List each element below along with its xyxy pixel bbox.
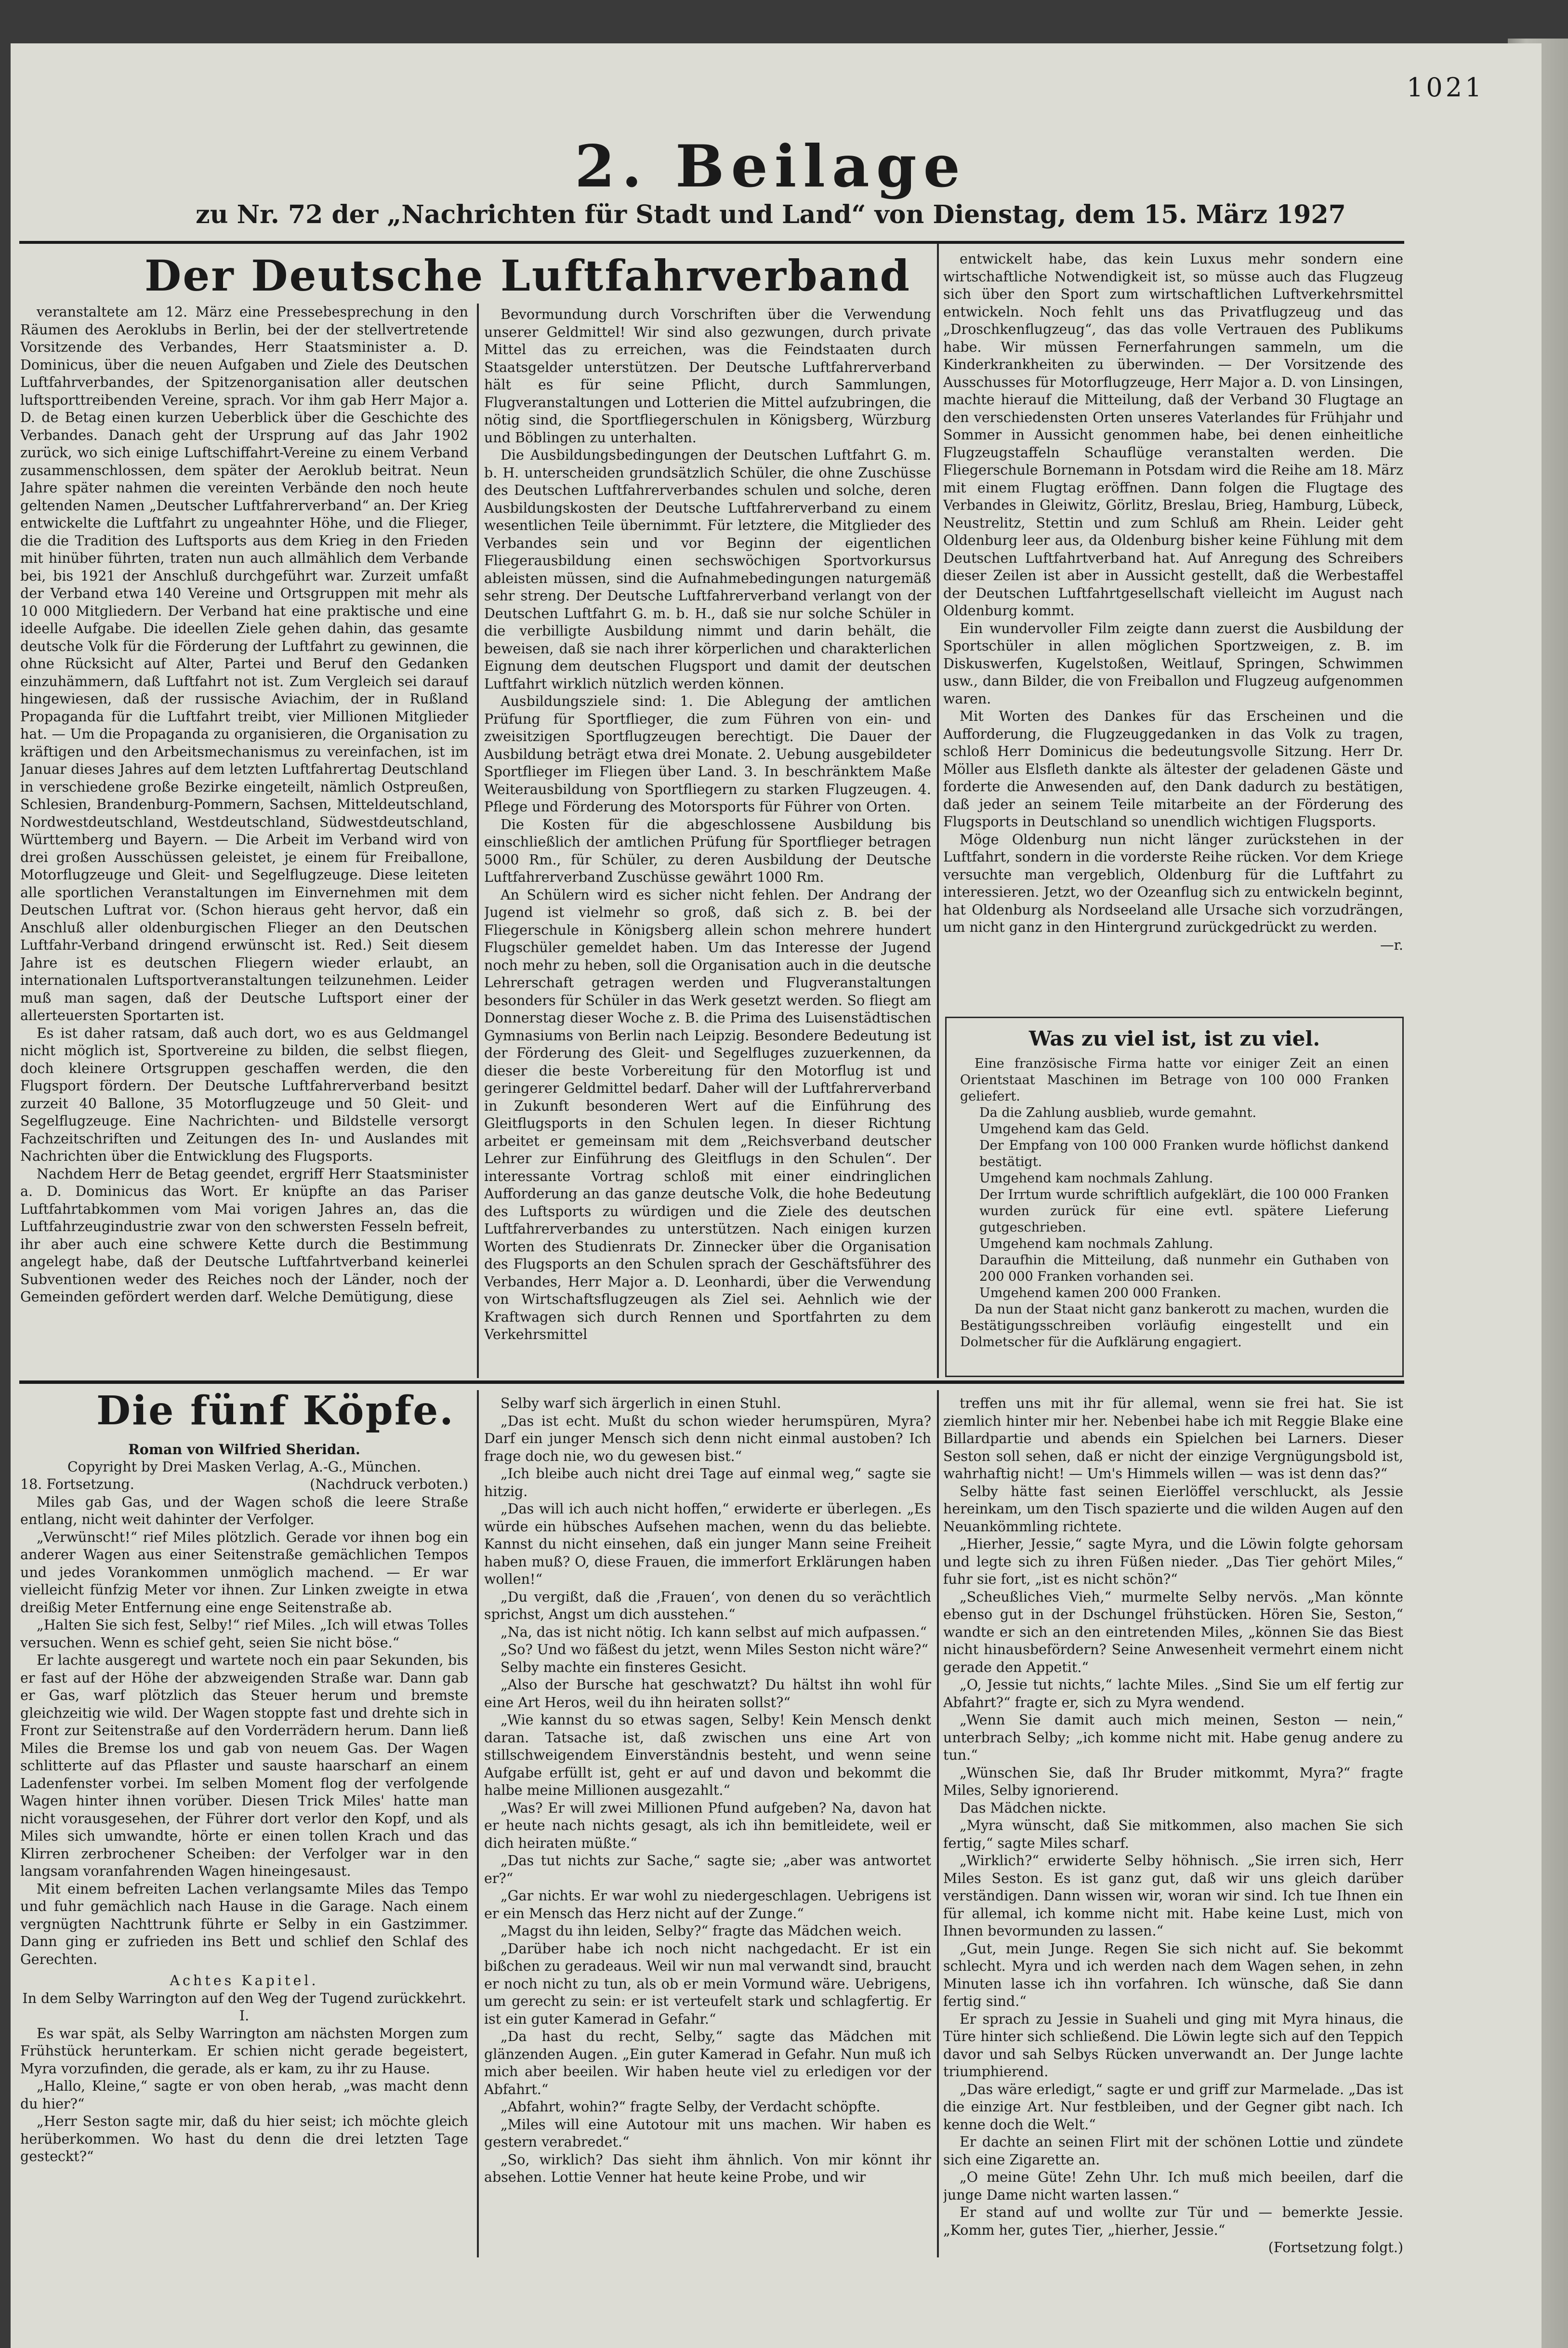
- paragraph: „Halten Sie sich fest, Selby!“ rief Miles. „Ich will etwas Tolles versuchen. Wenn es schief geht, seien Sie nicht böse.“: [20, 1617, 468, 1651]
- paragraph: „Myra wünscht, daß Sie mitkommen, also machen Sie sich fertig,“ sagte Miles scharf.: [943, 1817, 1403, 1851]
- paragraph: Es war spät, als Selby Warrington am nächsten Morgen zum Frühstück herunterkam. Er schien nicht gerade begeistert, Myra vorzufinden, die gerade, als er kam, zu ihr zu Hause.: [20, 2025, 468, 2077]
- chapter-heading: Achtes Kapitel.: [170, 1973, 319, 1989]
- paragraph: Die Kosten für die abgeschlossene Ausbildung bis einschließlich der amtlichen Prüfung für Sportflieger betragen 5000 Rm., für Schüler, zu deren Ausbildung der Deutsche Luftfahrerverband Zuschüsse gewährt 1000 Rm.: [484, 816, 931, 885]
- continuation-note: (Fortsetzung folgt.): [1268, 2240, 1403, 2255]
- novel-subtitle: Roman von Wilfried Sheridan.: [128, 1441, 360, 1458]
- installment-line: [20, 1476, 468, 1494]
- column-divider: [477, 304, 479, 1378]
- paragraph: Er lachte ausgeregt und wartete noch ein paar Sekunden, bis er fast auf der Höhe der abzweigenden Straße war. Dann gab er Gas, warf plötzlich das Steuer herum und bremste gleichzeitig wie wild. Der Wagen stoppte fast und drehte sich in Front zur Seitenstraße auf den Vorderrädern herum. Dann ließ Miles die Bremse los und gab von neuem Gas. Der Wagen schlitterte auf das Pflaster und sauste haarscharf an einem Ladenfenster vorbei. Im selben Moment flog der verfolgende Wagen hinter ihnen vorüber. Diesen Trick Miles' hatte man nicht vorausgesehen, der Führer dort verlor den Kopf, und als Miles sich umwandte, hörte er einen tollen Krach und das Klirren zerbrochener Scheiben: der Verfolger war in den langsam voranfahrenden Wagen hineingesaust.: [20, 1652, 468, 1879]
- paragraph: Der Irrtum wurde schriftlich aufgeklärt, die 100 000 Franken wurden zurück für eine evtl. spätere Lieferung gutgeschrieben.: [979, 1187, 1389, 1235]
- paragraph: Selby warf sich ärgerlich in einen Stuhl.: [501, 1395, 781, 1411]
- paragraph: „Scheußliches Vieh,“ murmelte Selby nervös. „Man könnte ebenso gut in der Dschungel frühstücken. Hören Sie, Seston,“ wandte er sich an den eintretenden Miles, „können Sie das Biest nicht hinausbefördern? Seine Anwesenheit vermehrt einem nicht gerade den Appetit.“: [943, 1589, 1403, 1675]
- paragraph: „Darüber habe ich noch nicht nachgedacht. Er ist ein bißchen zu geradeaus. Weil wir nun mal verwandt sind, braucht er noch nicht zu tun, als ob er mein Vormund wäre. Uebrigens, um gerecht zu sein: er ist verteufelt stark und schlagfertig. Er ist ein guter Kamerad in Gefahr.“: [484, 1940, 931, 2027]
- paragraph: Die Ausbildungsbedingungen der Deutschen Luftfahrt G. m. b. H. unterscheiden grundsätzlich Schüler, die ohne Zuschüsse des Deutschen Luftfahrerverbandes schulen und solche, deren Ausbildungskosten der Deutsche Luftfahrerverband zu einem wesentlichen Teile übernimmt. Für letztere, die Mitglieder des Verbandes sein und vor Beginn der eigentlichen Fliegerausbildung einen sechswöchigen Sportvorkursus ableisten müssen, sind die Aufnahmebedingungen naturgemäß sehr streng. Der Deutsche Luftfahrerverband verlangt von der Deutschen Luftfahrt G. m. b. H., daß sie nur solche Schüler in die verbilligte Ausbildung nimmt und darin behält, die beweisen, daß sie nach ihrer körperlichen und charakterlichen Eignung dem deutschen Flugsport und damit der deutschen Luftfahrt wirklich nützlich werden können.: [484, 447, 931, 692]
- paragraph: Daraufhin die Mitteilung, daß nunmehr ein Guthaben von 200 000 Franken vorhanden sei.: [979, 1253, 1389, 1284]
- paragraph: Umgehend kam das Geld.: [979, 1122, 1149, 1137]
- column-divider: [477, 1390, 479, 2257]
- paragraph: „Das tut nichts zur Sache,“ sagte sie; „aber was antwortet er?“: [484, 1853, 931, 1886]
- page-number: 1021: [1407, 72, 1485, 103]
- paragraph: „Was? Er will zwei Millionen Pfund aufgeben? Na, davon hat er heute nach nichts gesagt, als ich ihn bemitleidete, weil er dich heiraten müßte.“: [484, 1800, 931, 1851]
- novel-column-2: [484, 1395, 931, 2257]
- chapter-subheading: In dem Selby Warrington auf den Weg der Tugend zurückkehrt.: [22, 1990, 466, 2006]
- paragraph: Miles gab Gas, und der Wagen schoß die leere Straße entlang, nicht weit dahinter der Verfolger.: [20, 1494, 468, 1527]
- short-article-title: Was zu viel ist, ist zu viel.: [1028, 1027, 1320, 1050]
- section-rule: [19, 1380, 1404, 1384]
- paragraph: „Herr Seston sagte mir, daß du hier seist; ich möchte gleich herüberkommen. Wo hast du denn die drei letzten Tage gesteckt?“: [20, 2113, 468, 2164]
- article-headline: Der Deutsche Luftfahrverband: [145, 251, 911, 301]
- paragraph: „Das wäre erledigt,“ sagte er und griff zur Marmelade. „Das ist die einzige Art. Nur festbleiben, und der Gegner gibt nach. Ich kenne doch die Welt.“: [943, 2081, 1403, 2133]
- novel-title: Die fünf Köpfe.: [96, 1388, 455, 1434]
- article-column-1: [20, 304, 468, 1376]
- paragraph: Eine französische Firma hatte vor einiger Zeit an einen Orientstaat Maschinen im Betrage von 100 000 Franken geliefert.: [960, 1056, 1389, 1104]
- column-divider: [937, 1390, 939, 2257]
- paragraph: „Gar nichts. Er war wohl zu niedergeschlagen. Uebrigens ist er ein Mensch das Herz nicht auf der Zunge.“: [484, 1888, 931, 1922]
- paragraph: Nachdem Herr de Betag geendet, ergriff Herr Staatsminister a. D. Dominicus das Wort. Er knüpfte an das Pariser Luftfahrtabkommen vom Mai vorigen Jahres an, das die Luftfahrzeugindustrie zwar von den schwersten Fesseln befreit, ihr aber auch eine schwere Kette durch die Bestimmung angelegt habe, daß der Deutsche Luftfahrtverband keinerlei Subventionen weder des Reiches noch der Länder, noch der Gemeinden gefördert werden darf. Welche Demütigung, diese: [20, 1166, 468, 1305]
- paragraph: Er dachte an seinen Flirt mit der schönen Lottie und zündete sich eine Zigarette an.: [943, 2134, 1403, 2168]
- paragraph: „Also der Bursche hat geschwatzt? Du hältst ihn wohl für eine Art Heros, weil du ihn heiraten sollst?“: [484, 1677, 931, 1711]
- paragraph: Umgehend kam nochmals Zahlung.: [979, 1236, 1213, 1251]
- paragraph: „Hallo, Kleine,“ sagte er von oben herab, „was macht denn du hier?“: [20, 2078, 468, 2112]
- paragraph: „Wünschen Sie, daß Ihr Bruder mitkommt, Myra?“ fragte Miles, Selby ignorierend.: [943, 1764, 1403, 1798]
- novel-column-3: [943, 1395, 1403, 2257]
- paragraph: „Na, das ist nicht nötig. Ich kann selbst auf mich aufpassen.“: [501, 1624, 927, 1640]
- short-article-box: [945, 1017, 1404, 1377]
- paragraph: Selby machte ein finsteres Gesicht.: [501, 1659, 747, 1675]
- paragraph: Ein wundervoller Film zeigte dann zuerst die Ausbildung der Sportschüler in allen möglichen Sportzweigen, z. B. im Diskuswerfen, Kugelstoßen, Weitlauf, Springen, Schwimmen usw., dann Bilder, die von Freiballon und Flugzeug aufgenommen waren.: [943, 620, 1403, 707]
- top-rule: [19, 241, 1404, 244]
- paragraph: entwickelt habe, das kein Luxus mehr sondern eine wirtschaftliche Notwendigkeit ist, so müsse auch das Flugzeug sich über den Sport zum wirtschaftlichen Luftverkehrsmittel entwickeln. Noch fehlt uns das Privatflugzeug und das „Droschkenflugzeug“, das das volle Vertrauen des Publikums habe. Wir müssen Fernerfahrungen sammeln, um die Kinderkrankheiten zu überwinden. — Der Vorsitzende des Ausschusses für Motorflugzeuge, Herr Major a. D. von Linsingen, machte hierauf die Mitteilung, daß der Verband 30 Flugtage an den verschiedensten Orten unseres Vaterlandes für Frühjahr und Sommer in Aussicht genommen habe, bei denen einheitliche Flugzeugstaffeln Schauflüge veranstalten werden. Die Fliegerschule Bornemann in Potsdam wird die Reihe am 18. März mit einem Flugtag eröffnen. Dann folgen die Flugtage des Verbandes in Gleiwitz, Görlitz, Breslau, Brieg, Hamburg, Lübeck, Neustrelitz, Stettin und zum Schluß am Rhein. Leider geht Oldenburg leer aus, da Oldenburg bisher keine Fühlung mit dem Deutschen Luftfahrtverband hat. Auf Anregung des Schreibers dieser Zeilen ist aber in Aussicht gestellt, daß die Werbestaffel der Deutschen Luftfahrtgesellschaft vielleicht im August nach Oldenburg kommt.: [943, 251, 1403, 619]
- paragraph: Umgehend kamen 200 000 Franken.: [979, 1286, 1221, 1300]
- section-number: I.: [239, 2008, 250, 2024]
- paragraph: „Hierher, Jessie,“ sagte Myra, und die Löwin folgte gehorsam und legte sich zu ihren Füßen nieder. „Das Tier gehört Miles,“ fuhr sie fort, „ist es nicht schön?“: [943, 1536, 1403, 1587]
- paragraph: Mit Worten des Dankes für das Erscheinen und die Aufforderung, die Flugzeuggedanken in das Volk zu tragen, schloß Herr Dominicus die bedeutungsvolle Sitzung. Herr Dr. Möller aus Elsfleth dankte als ältester der geladenen Gäste und forderte die Anwesenden auf, den Dank dadurch zu bestätigen, daß jeder an seinem Teile mitarbeite an der Förderung des Flugsports in Deutschland so unendlich wichtigen Flugsports.: [943, 708, 1403, 830]
- paragraph: Bevormundung durch Vorschriften über die Verwendung unserer Geldmittel! Wir sind also gezwungen, durch private Mittel das zu erreichen, was die Feindstaaten durch Staatsgelder unterstützen. Der Deutsche Luftfahrerverband hält es für seine Pflicht, durch Sammlungen, Flugveranstaltungen und Lotterien die Mittel aufzubringen, die nötig sind, die Sportfliegerschulen in Königsberg, Würzburg und Böblingen zu unterhalten.: [484, 306, 931, 446]
- paragraph: Ausbildungsziele sind: 1. Die Ablegung der amtlichen Prüfung für Sportflieger, die zum Führen von ein- und zweisitzigen Sportflugzeugen berechtigt. Die Dauer der Ausbildung beträgt etwa drei Monate. 2. Uebung ausgebildeter Sportflieger im Fliegen über Land. 3. In beschränktem Maße Weiterausbildung von Sportfliegern zu starken Flugzeugen. 4. Pflege und Förderung des Motorsports für Führer von Orten.: [484, 693, 931, 815]
- paragraph: „So, wirklich? Das sieht ihm ähnlich. Von mir könnt ihr absehen. Lottie Venner hat heute keine Probe, und wir: [484, 2151, 931, 2185]
- paragraph: „Wie kannst du so etwas sagen, Selby! Kein Mensch denkt daran. Tatsache ist, daß zwischen uns eine Art von stillschweigendem Einverständnis besteht, und wenn seine Aufgabe erfüllt ist, geht er auf und davon und bekommt die halbe meine Millionen ausgezahlt.“: [484, 1712, 931, 1798]
- paragraph: Umgehend kam nochmals Zahlung.: [979, 1171, 1213, 1186]
- supplement-subtitle: zu Nr. 72 der „Nachrichten für Stadt und Land“ von Dienstag, dem 15. März 1927: [196, 200, 1346, 229]
- article-column-2: [484, 306, 931, 1376]
- paragraph: Da die Zahlung ausblieb, wurde gemahnt.: [979, 1105, 1257, 1120]
- paragraph: Es ist daher ratsam, daß auch dort, wo es aus Geldmangel nicht möglich ist, Sportvereine zu bilden, die selbst fliegen, doch kleinere Ortsgruppen geschaffen werden, die den Flugsport fördern. Der Deutsche Luftfahrerverband besitzt zurzeit 40 Ballone, 35 Motorflugzeuge und 50 Gleit- und Segelflugzeuge. Eine Nachrichten- und Bildstelle versorgt Fachzeitschriften und Zeitungen des In- und Auslandes mit Nachrichten über die Entwicklung des Flugsports.: [20, 1025, 468, 1164]
- supplement-title: 2. Beilage: [574, 133, 967, 200]
- paragraph: „Da hast du recht, Selby,“ sagte das Mädchen mit glänzenden Augen. „Ein guter Kamerad in Gefahr. Nun muß ich mich aber beeilen. Wir haben heute viel zu erledigen vor der Abfahrt.“: [484, 2029, 931, 2097]
- paragraph: Das Mädchen nickte.: [960, 1800, 1107, 1816]
- paragraph: Der Empfang von 100 000 Franken wurde höflichst dankend bestätigt.: [979, 1138, 1389, 1169]
- paragraph: „Wirklich?“ erwiderte Selby höhnisch. „Sie irren sich, Herr Miles Seston. Es ist ganz gut, daß wir uns gleich darüber verständigen. Dann wissen wir, woran wir sind. Ich tue Ihnen ein für allemal, ich komme nicht mit. Habe keine Lust, mich von Ihnen bevormunden zu lassen.“: [943, 1853, 1403, 1939]
- reprint-notice: (Nachdruck verboten.): [310, 1476, 468, 1492]
- paragraph: „Miles will eine Autotour mit uns machen. Wir haben es gestern verabredet.“: [484, 2116, 931, 2150]
- paragraph: Er stand auf und wollte zur Tür und — bemerkte Jessie. „Komm her, gutes Tier, „hierher, Jessie.“: [943, 2204, 1403, 2238]
- article-column-3: [943, 251, 1403, 1002]
- copyright-line: Copyright by Drei Masken Verlag, A.-G., München.: [67, 1459, 422, 1475]
- paragraph: „Wenn Sie damit auch mich meinen, Seston — nein,“ unterbrach Selby; „ich komme nicht mit. Habe genug andere zu tun.“: [943, 1712, 1403, 1763]
- paragraph: „Ich bleibe auch nicht drei Tage auf einmal weg,“ sagte sie hitzig.: [484, 1466, 931, 1499]
- paragraph: veranstaltete am 12. März eine Pressebesprechung in den Räumen des Aeroklubs in Berlin, bei der der stellvertretende Vorsitzende des Verbandes, Herr Staatsminister a. D. Dominicus, über die neuen Aufgaben und Ziele des Deutschen Luftfahrverbandes, der Spitzenorganisation aller deutschen luftsporttreibenden Vereine, sprach. Vor ihm gab Herr Major a. D. de Betag einen kurzen Ueberblick über die Geschichte des Verbandes. Danach geht der Ursprung auf das Jahr 1902 zurück, wo sich einige Luftschiffahrt-Vereine zu einem Verband zusammenschlossen, dem später der Aeroklub beitrat. Neun Jahre später nahmen die vereinten Verbände den noch heute geltenden Namen „Deutscher Luftfahrerverband“ an. Der Krieg entwickelte die Luftfahrt zu ungeahnter Höhe, und die Flieger, die die Tradition des Luftsports aus dem Krieg in den Frieden mit hinüber führten, traten nun auch allmählich dem Verbande bei, bis 1921 der Anschluß durchgeführt war. Zurzeit umfaßt der Verband etwa 140 Vereine und Ortsgruppen mit mehr als 10 000 Mitgliedern. Der Verband hat eine praktische und eine ideelle Aufgabe. Die ideellen Ziele gehen dahin, das gesamte deutsche Volk für die Förderung der Luftfahrt zu gewinnen, die ohne Rücksicht auf Alter, Partei und Beruf den Gedanken einzuhämmern, daß Luftfahrt not ist. Zum Vergleich sei darauf hingewiesen, daß der russische Aviachim, der in Rußland Propaganda für die Luftfahrt treibt, vier Millionen Mitglieder hat. — Um die Propaganda zu organisieren, die Organisation zu kräftigen und den Arbeitsmechanismus zu vereinfachen, ist im Januar dieses Jahres auf dem letzten Luftfahrertag Deutschland in verschiedene große Bezirke eingeteilt, nämlich Ostpreußen, Schlesien, Brandenburg-Pommern, Sachsen, Mitteldeutschland, Nordwestdeutschland, Westdeutschland, Südwestdeutschland, Württemberg und Bayern. — Die Arbeit im Verband wird von drei großen Ausschüssen geleistet, je einem für Freiballone, Motorflugzeuge und Gleit- und Segelflugzeuge. Diese leiteten alle sportlichen Veranstaltungen im Einvernehmen mit dem Deutschen Luftrat vor. (Schon hieraus geht hervor, daß ein Anschluß aller oldenburgischen Flieger an den Deutschen Luftfahr-Verband dringend erwünscht ist. Red.) Seit diesem Jahre ist es deutschen Fliegern wieder erlaubt, an internationalen Luftsportveranstaltungen teilzunehmen. Leider muß man sagen, daß der Deutsche Luftsport einer der allerteuersten Sportarten ist.: [20, 304, 468, 1023]
- paragraph: „Abfahrt, wohin?“ fragte Selby, der Verdacht schöpfte.: [501, 2099, 881, 2115]
- paragraph: Da nun der Staat nicht ganz bankerott zu machen, wurden die Bestätigungsschreiben vorläufig eingestellt und ein Dolmetscher für die Aufklärung engagiert.: [960, 1302, 1389, 1350]
- paragraph: „Gut, mein Junge. Regen Sie sich nicht auf. Sie bekommt schlecht. Myra und ich werden nach dem Wagen sehen, in zehn Minuten lasse ich ihn vorfahren. Ich wünsche, daß Sie dann fertig sind.“: [943, 1940, 1403, 2009]
- paragraph: Selby hätte fast seinen Eierlöffel verschluckt, als Jessie hereinkam, um den Tisch spazierte und die wilden Augen auf den Neuankömmling richtete.: [943, 1483, 1403, 1535]
- paragraph: Mit einem befreiten Lachen verlangsamte Miles das Tempo und fuhr gemächlich nach Hause in die Garage. Nach einem vergnügten Nachttrunk führte er Selby in ein Gastzimmer. Dann ging er zufrieden ins Bett und schlief den Schlaf des Gerechten.: [20, 1881, 468, 1967]
- paragraph: „Das ist echt. Mußt du schon wieder herumspüren, Myra? Darf ein junger Mensch sich denn nicht einmal austoben? Ich frage doch nie, wo du gewesen bist.“: [484, 1413, 931, 1464]
- paragraph: „So? Und wo fäßest du jetzt, wenn Miles Seston nicht wäre?“: [501, 1642, 929, 1658]
- paragraph: „Magst du ihn leiden, Selby?“ fragte das Mädchen weich.: [501, 1923, 902, 1939]
- paragraph: Möge Oldenburg nun nicht länger zurückstehen in der Luftfahrt, sondern in die vorderste Reihe rücken. Vor dem Kriege versuchte man vergeblich, Oldenburg für die Luftfahrt zu interessieren. Jetzt, wo der Ozeanflug sich zu entwickeln beginnt, hat Oldenburg als Nordseeland alle Ursache sich vorzudrängen, um nicht ganz in den Hintergrund zurückgedrückt zu werden.: [943, 831, 1403, 935]
- paragraph: „Du vergißt, daß die ‚Frauen‘, von denen du so verächtlich sprichst, Angst um dich ausstehen.“: [484, 1589, 931, 1622]
- paragraph: treffen uns mit ihr für allemal, wenn sie frei hat. Sie ist ziemlich hinter mir her. Nebenbei habe ich mit Reggie Blake eine Billardpartie und abends ein Spielchen bei Larners. Dieser Seston soll sehen, daß er nicht der einzige Vergnügungsbold ist, wahrhaftig nicht! — Um's Himmels willen — was ist denn das?“: [943, 1395, 1403, 1482]
- paragraph: „O meine Güte! Zehn Uhr. Ich muß mich beeilen, darf die junge Dame nicht warten lassen.“: [943, 2169, 1403, 2203]
- author-signature: —r.: [1380, 937, 1403, 953]
- paragraph: Er sprach zu Jessie in Suaheli und ging mit Myra hinaus, die Türe hinter sich schließend. Die Löwin legte sich auf den Teppich davor und sah Selbys Rücken unverwandt an. Der Junge lachte triumphierend.: [943, 2011, 1403, 2080]
- paragraph: „O, Jessie tut nichts,“ lachte Miles. „Sind Sie um elf fertig zur Abfahrt?“ fragte er, sich zu Myra wendend.: [943, 1677, 1403, 1711]
- novel-column-1: [20, 1441, 468, 2260]
- paragraph: „Das will ich auch nicht hoffen,“ erwiderte er überlegen. „Es würde ein hübsches Aufsehen machen, wenn du das beliebte. Kannst du nicht einsehen, daß ein junger Mann seine Freiheit haben muß? O, diese Frauen, die immerfort Erklärungen haben wollen!“: [484, 1501, 931, 1587]
- paragraph: An Schülern wird es sicher nicht fehlen. Der Andrang der Jugend ist vielmehr so groß, daß sich z. B. bei der Fliegerschule in Königsberg allein schon mehrere hundert Flugschüler gemeldet haben. Um das Interesse der Jugend noch mehr zu heben, soll die Organisation auch in die deutsche Lehrerschaft getragen werden und Flugveranstaltungen besonders für Schüler in das Werk gesetzt werden. So fliegt am Donnerstag dieser Woche z. B. die Prima des Luisenstädtischen Gymnasiums von Berlin nach Leipzig. Besondere Bedeutung ist der Förderung des Gleit- und Segelfluges zuzuerkennen, da dieser die beste Vorbereitung für den Motorflug ist und geringerer Geldmittel bedarf. Daher will der Luftfahrerverband in Zukunft besonderen Wert auf die Einführung des Gleitflugsports in den Schulen legen. In dieser Richtung arbeitet er gemeinsam mit dem „Reichsverband deutscher Lehrer zur Einführung des Gleitflugs in den Schulen“. Der interessante Vortrag schloß mit einer eindringlichen Aufforderung an das ganze deutsche Volk, die hohe Bedeutung des Luftsports zu würdigen und die Ziele des deutschen Luftfahrerverbandes zu unterstützen. Nach einigen kurzen Worten des Studienrats Dr. Zinnecker über die Organisation des Flugsports an den Schulen sprach der Geschäftsführer des Verbandes, Herr Major a. D. Leonhardi, über die Verwendung von Wirtschaftsflugzeugen als Ziel sei. Aehnlich wie der Kraftwagen sich durch Rennen und Sportfahrten zu dem Verkehrsmittel: [484, 887, 931, 1342]
- column-divider: [937, 243, 939, 1378]
- paragraph: „Verwünscht!“ rief Miles plötzlich. Gerade vor ihnen bog ein anderer Wagen aus einer Seitenstraße gemächlichen Tempos und jedes Vorankommen unmöglich machend. — Er war vielleicht fünfzig Meter vor ihnen. Zur Linken zweigte in etwa dreißig Meter Entfernung eine enge Seitenstraße ab.: [20, 1529, 468, 1616]
- installment-number: 18. Fortsetzung.: [20, 1476, 134, 1492]
